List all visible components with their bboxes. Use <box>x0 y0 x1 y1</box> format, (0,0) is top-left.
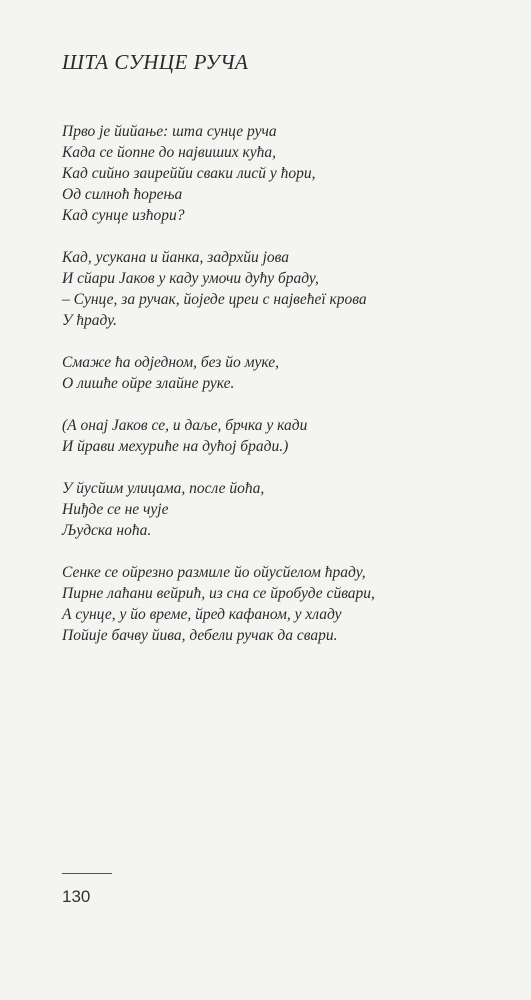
stanza <box>62 352 512 394</box>
poem-line: Кад, усукана и йанка, задрхйи јова <box>62 249 290 266</box>
poem-line: Кад сунце изћори? <box>62 207 185 224</box>
poem-line: Пойије бачву йива, дебели ручак да свари. <box>62 627 338 644</box>
poem-line: Када се йопне до највиших кућа, <box>62 144 277 161</box>
page-number: 130 <box>62 887 91 906</box>
poem-body <box>62 121 512 667</box>
poem-line: И сйари Јаков у каду умочи дућу браду, <box>62 270 319 287</box>
poem-line: Прво је йийање: шта сунце руча <box>62 123 277 140</box>
poem-line: Смаже ћа одједном, без йо муке, <box>62 354 279 371</box>
poem-line: О лишће ойре злайне руке. <box>62 375 235 392</box>
stanza <box>62 478 512 541</box>
poem-line: У йусйим улицама, после йоћа, <box>62 480 265 497</box>
poem-line: Ниђде се не чује <box>62 501 169 518</box>
poem-line: – Сунце, за ручак, йоједе цреи с највећеї крова <box>62 291 367 308</box>
poem-line: Људска ноћа. <box>62 522 152 539</box>
poem-title: ШТА СУНЦЕ РУЧА <box>62 50 249 74</box>
poem-line: А сунце, у йо време, йред кафаном, у хладу <box>62 606 342 623</box>
stanza <box>62 121 512 226</box>
footer-rule <box>62 873 112 874</box>
poem-line: Од силноћ ћорења <box>62 186 183 203</box>
poem-line: (А онај Јаков се, и даље, брчка у кади <box>62 417 308 434</box>
poem-line: У ћраду. <box>62 312 117 329</box>
stanza <box>62 247 512 331</box>
poem-line: И йрави мехуриће на дућој бради.) <box>62 438 289 455</box>
stanza <box>62 415 512 457</box>
poem-line: Кад сийно заиреййи сваки лисй у ћори, <box>62 165 316 182</box>
poem-line: Пирне лаћани вейрић, из сна се йробуде сйвари, <box>62 585 375 602</box>
stanza <box>62 562 512 646</box>
poem-line: Сенке се ойрезно размиле йо ойусйелом ћраду, <box>62 564 366 581</box>
